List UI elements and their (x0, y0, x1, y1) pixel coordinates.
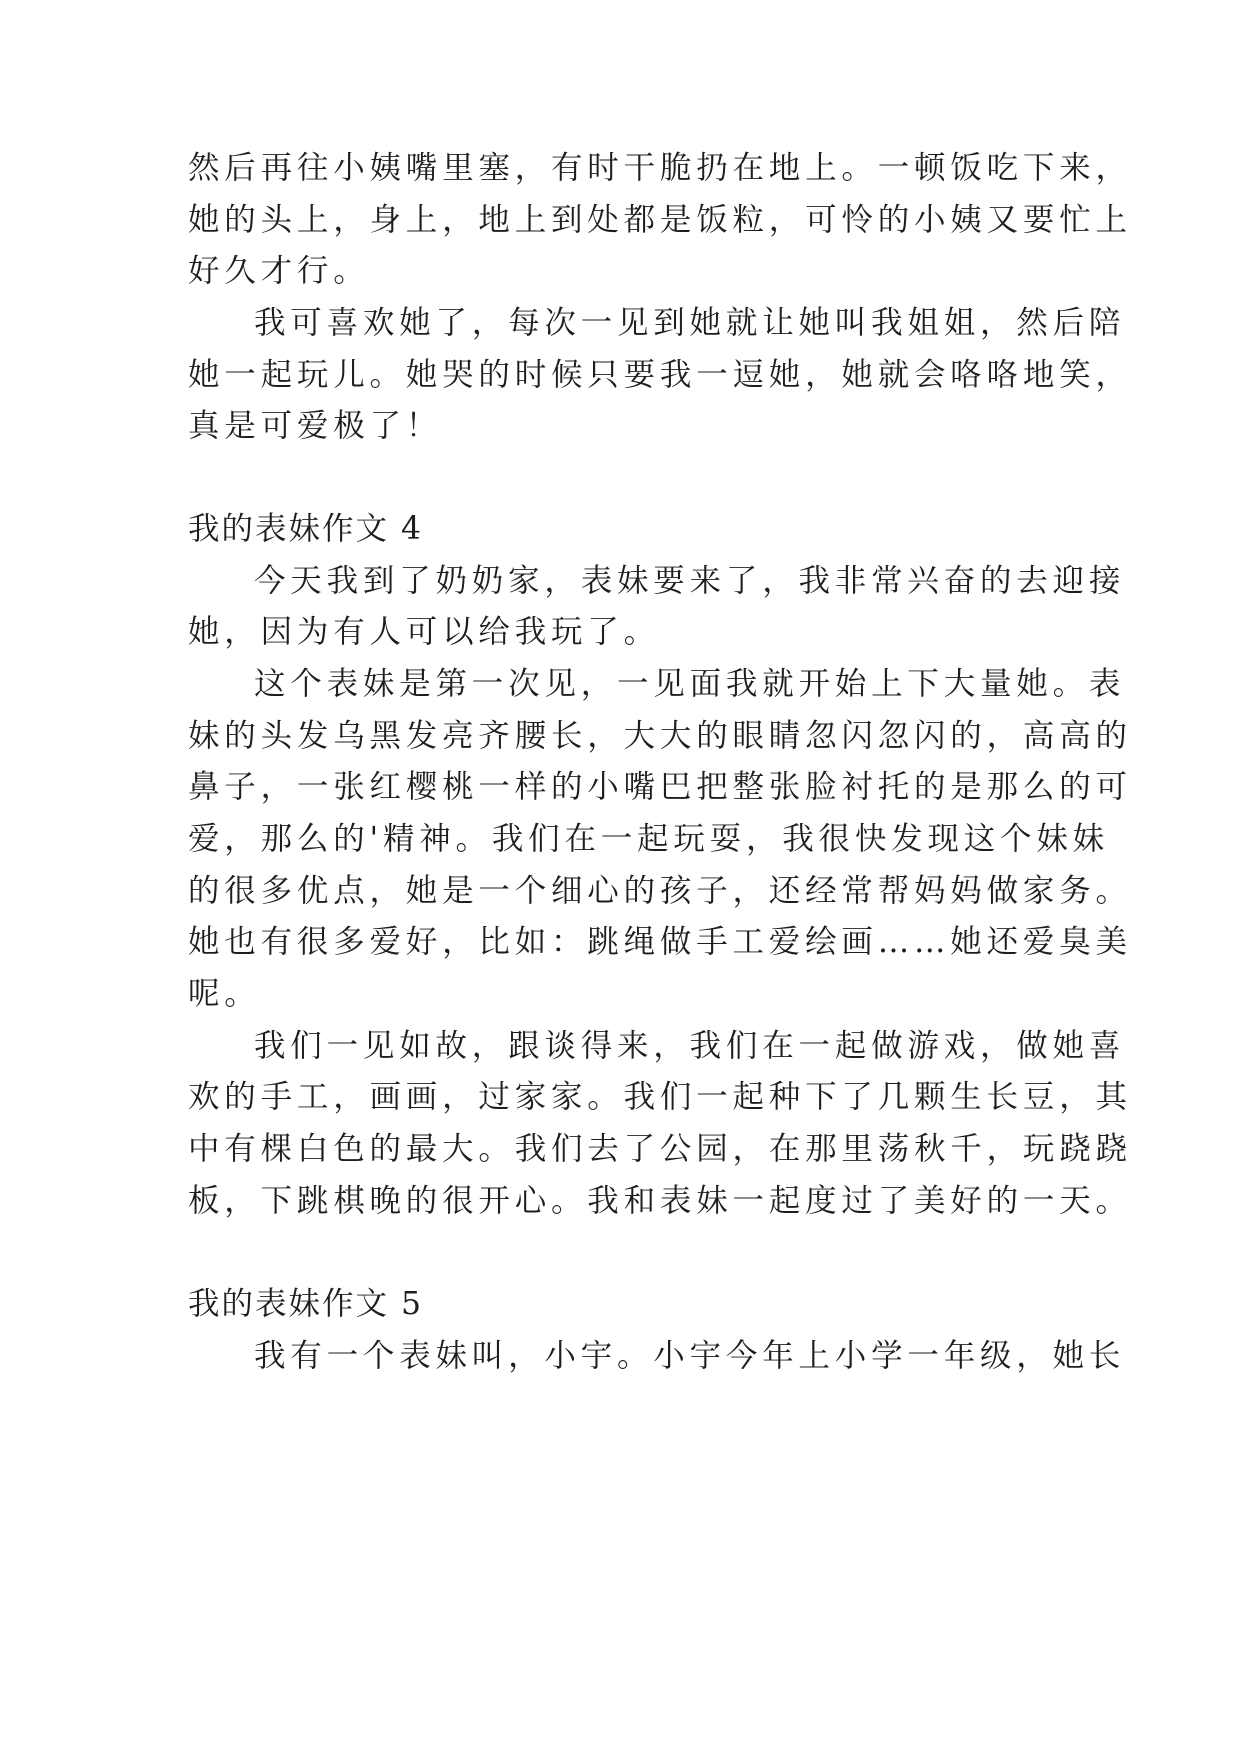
text-line: 她也有很多爱好，比如：跳绳做手工爱绘画……她还爱臭美 (188, 924, 1132, 960)
text-line: 鼻子，一张红樱桃一样的小嘴巴把整张脸衬托的是那么的可 (188, 769, 1132, 805)
text-line: 中有棵白色的最大。我们去了公园，在那里荡秋千，玩跷跷 (188, 1131, 1132, 1167)
text-line: 我们一见如故，跟谈得来，我们在一起做游戏，做她喜 (254, 1028, 1126, 1064)
text-line: 我可喜欢她了，每次一见到她就让她叫我姐姐，然后陪 (254, 305, 1126, 341)
section-title: 我的表妹作文 4 (188, 511, 424, 547)
text-line: 真是可爱极了！ (188, 408, 443, 444)
text-line: 呢。 (188, 976, 261, 1012)
text-line: 的很多优点，她是一个细心的孩子，还经常帮妈妈做家务。 (188, 873, 1132, 909)
text-line: 爱，那么的'精神。我们在一起玩耍，我很快发现这个妹妹 (188, 821, 1109, 857)
text-line: 妹的头发乌黑发亮齐腰长，大大的眼睛忽闪忽闪的，高高的 (188, 718, 1132, 754)
text-line: 这个表妹是第一次见，一见面我就开始上下大量她。表 (254, 666, 1126, 702)
text-line: 板，下跳棋晚的很开心。我和表妹一起度过了美好的一天。 (188, 1183, 1132, 1219)
text-line: 她一起玩儿。她哭的时候只要我一逗她，她就会咯咯地笑， (188, 357, 1132, 393)
text-line: 今天我到了奶奶家，表妹要来了，我非常兴奋的去迎接 (254, 563, 1126, 599)
section-title: 我的表妹作文 5 (188, 1286, 424, 1322)
text-line: 好久才行。 (188, 253, 370, 289)
text-line: 她，因为有人可以给我玩了。 (188, 614, 660, 650)
text-line: 然后再往小姨嘴里塞，有时干脆扔在地上。一顿饭吃下来， (188, 150, 1132, 186)
text-line: 她的头上，身上，地上到处都是饭粒，可怜的小姨又要忙上 (188, 202, 1132, 238)
text-line: 欢的手工，画画，过家家。我们一起种下了几颗生长豆，其 (188, 1079, 1132, 1115)
text-line: 我有一个表妹叫，小宇。小宇今年上小学一年级，她长 (254, 1338, 1126, 1374)
